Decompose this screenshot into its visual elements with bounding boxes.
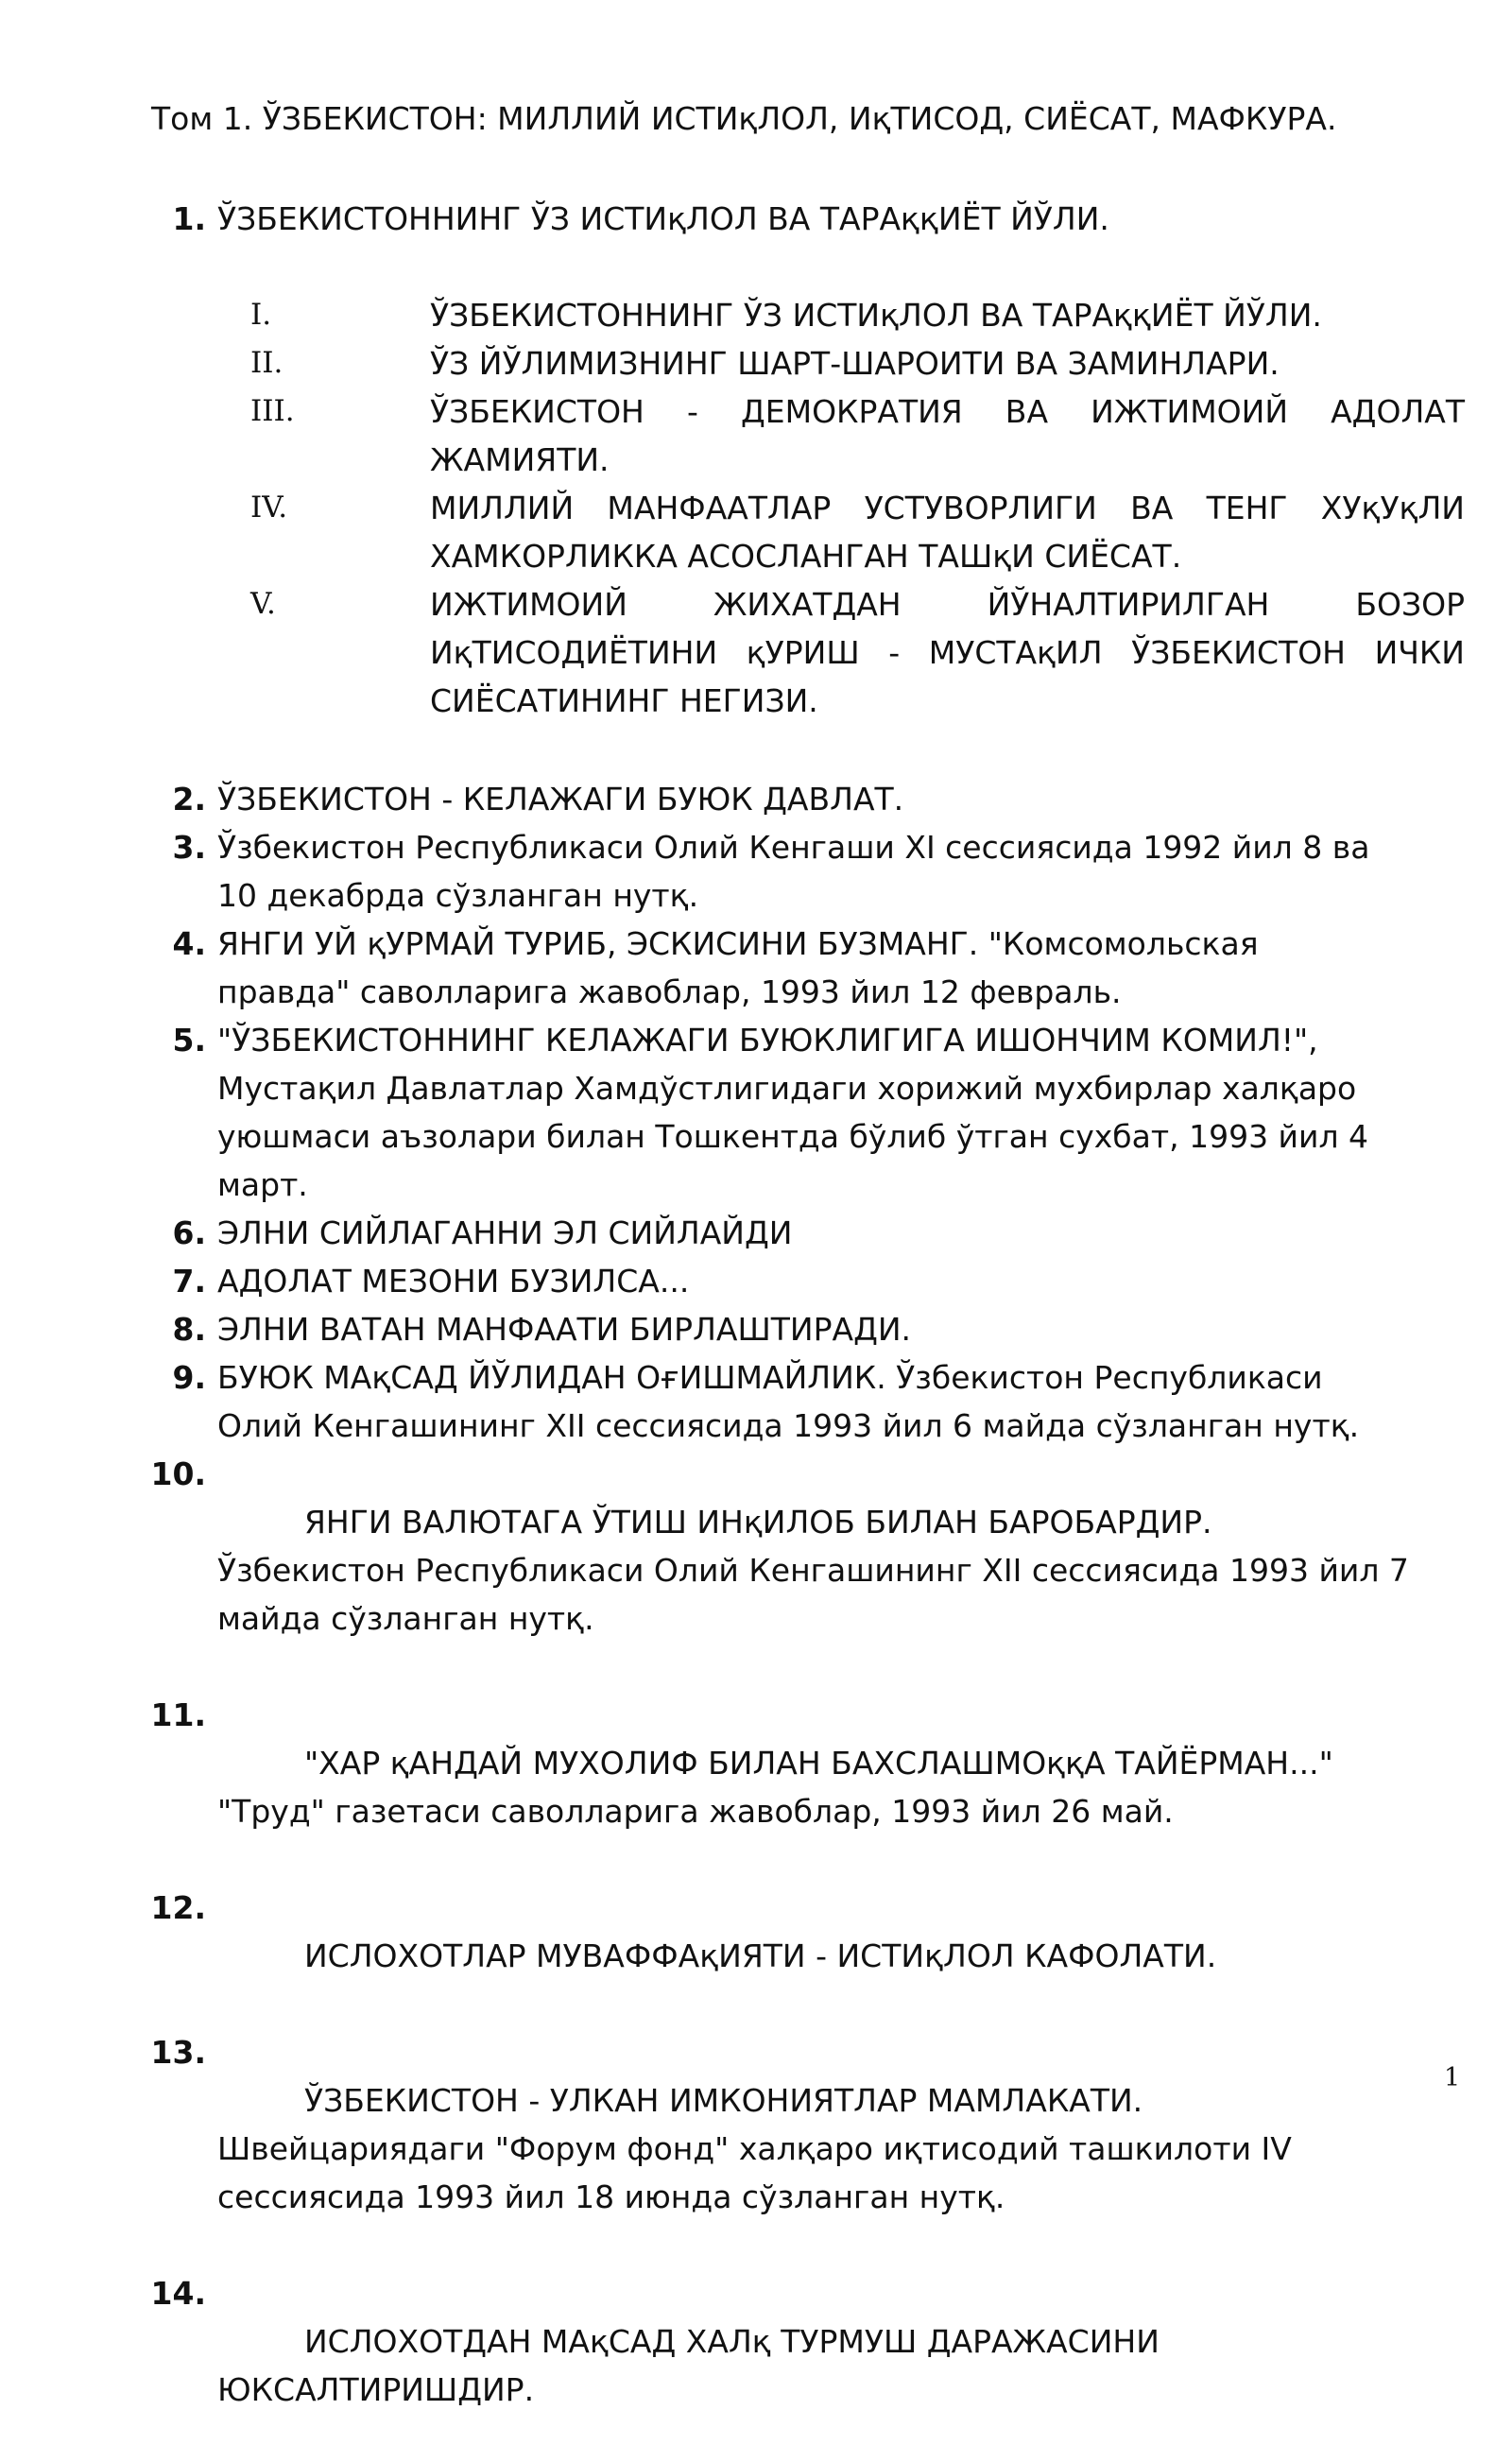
item-body: Швейцариядаги "Форум фонд" халқаро иқтисодий ташкилоти IV сессиясида 1993 йил 18 июнда сўзланган нутқ. [217,2130,1292,2215]
item-lead: ЎЗБЕКИСТОН - УЛКАН ИМКОНИЯТЛАР МАМЛАКАТИ. [304,2082,1143,2119]
item-number: 13. [150,2034,206,2071]
list-item [0,1305,1512,1353]
list-item [0,1450,1512,1691]
volume-title: Том 1. ЎЗБЕКИСТОН: МИЛЛИЙ ИСТИқЛОЛ, ИқТИСОД, СИЁСАТ, МАФКУРА. [151,100,1337,137]
list-item [0,2028,1512,2269]
item-text: АДОЛАТ МЕЗОНИ БУЗИЛСА... [217,1263,690,1300]
item-text: "ЎЗБЕКИСТОННИНГ КЕЛАЖАГИ БУЮКЛИГИГА ИШОНЧИМ КОМИЛ!", Мустақил Давлатлар Хамдўстлигидаги хорижий мухбирлар халқаро уюшмаси аъзолари билан Тошкентда бўлиб ўтган сухбат, 1993 йил 4 март. [217,1022,1369,1203]
sub-item-text: МИЛЛИЙ МАНФААТЛАР УСТУВОРЛИГИ ВА ТЕНГ ХУқУқЛИ ХАМКОРЛИККА АСОСЛАНГАН ТАШқИ СИЁСАТ. [430,490,1465,575]
item-number: 5. [172,1022,206,1059]
item-text: Ўзбекистон Республикаси Олий Кенгаши XI сессиясида 1992 йил 8 ва 10 декабрда сўзланган нутқ. [217,829,1370,914]
item-text: ЭЛНИ СИЙЛАГАННИ ЭЛ СИЙЛАЙДИ [217,1214,793,1251]
item-number: 8. [172,1311,206,1348]
item-number: 4. [172,925,206,962]
item-text: БУЮК МАқСАД ЙЎЛИДАН ОғИШМАЙЛИК. Ўзбекистон Республикаси Олий Кенгашининг XII сессиясида 1993 йил 6 майда сўзланган нутқ. [217,1359,1360,1444]
list-item [0,775,1512,823]
item-body: "Труд" газетаси саволларига жавоблар, 1993 йил 26 май. [217,1793,1174,1830]
item-body: Ўзбекистон Республикаси Олий Кенгашининг XII сессиясида 1993 йил 7 майда сўзланган нутқ. [217,1552,1409,1637]
list-item [0,1257,1512,1305]
item-number: 3. [172,829,206,866]
item-lead: ЯНГИ ВАЛЮТАГА ЎТИШ ИНқИЛОБ БИЛАН БАРОБАРДИР. [304,1504,1212,1541]
main-list [0,775,1512,2462]
list-item [0,1209,1512,1257]
list-item [0,1691,1512,1884]
item-lead: "ХАР қАНДАЙ МУХОЛИФ БИЛАН БАХСЛАШМОққА ТАЙЁРМАН..." [304,1745,1333,1782]
sub-item [0,291,1512,339]
sub-item [0,387,1512,484]
subsection-list [0,291,1512,725]
list-item [0,1016,1512,1209]
item-text [217,2269,1474,2462]
item-number: 11. [150,1696,206,1733]
sub-item [0,484,1512,580]
item-text: ЎЗБЕКИСТОН - КЕЛАЖАГИ БУЮК ДАВЛАТ. [217,781,904,818]
item-text [217,1450,1474,1691]
sub-item-text: ИЖТИМОИЙ ЖИХАТДАН ЙЎНАЛТИРИЛГАН БОЗОР ИқТИСОДИЁТИНИ қУРИШ - МУСТАқИЛ ЎЗБЕКИСТОН ИЧКИ СИЁСАТИНИНГ НЕГИЗИ. [430,586,1465,719]
roman-numeral: V. [250,587,276,621]
list-item [0,1353,1512,1450]
sub-item [0,580,1512,725]
roman-numeral: IV. [250,491,288,525]
item-number: 10. [150,1455,206,1492]
item-number: 2. [172,781,206,818]
section-1 [0,195,1512,243]
item-text: ЎЗБЕКИСТОННИНГ ЎЗ ИСТИқЛОЛ ВА ТАРАққИЁТ ЙЎЛИ. [217,200,1109,237]
item-lead: ИСЛОХОТДАН МАқСАД ХАЛқ ТУРМУШ ДАРАЖАСИНИ [304,2323,1160,2360]
item-number: 9. [172,1359,206,1396]
sub-item [0,339,1512,387]
item-text [217,1691,1474,1884]
item-text [217,2028,1474,2269]
sub-item-text: ЎЗ ЙЎЛИМИЗНИНГ ШАРТ-ШАРОИТИ ВА ЗАМИНЛАРИ. [430,345,1280,382]
item-text [217,1884,1474,2028]
sub-item-text: ЎЗБЕКИСТОН - ДЕМОКРАТИЯ ВА ИЖТИМОИЙ АДОЛАТ ЖАМИЯТИ. [430,393,1465,478]
roman-numeral: III. [250,394,295,428]
item-number: 1. [172,200,206,237]
list-item [0,920,1512,1016]
list-item [0,1884,1512,2028]
item-number: 7. [172,1263,206,1300]
page-number: 1 [1444,2063,1461,2092]
list-item [0,2269,1512,2462]
item-number: 6. [172,1214,206,1251]
list-item [0,823,1512,920]
item-lead: ИСЛОХОТЛАР МУВАФФАқИЯТИ - ИСТИқЛОЛ КАФОЛАТИ. [304,1937,1217,1974]
roman-numeral: II. [250,346,284,380]
item-body: ЮКСАЛТИРИШДИР. [217,2371,535,2408]
roman-numeral: I. [250,298,272,332]
sub-item-text: ЎЗБЕКИСТОННИНГ ЎЗ ИСТИқЛОЛ ВА ТАРАққИЁТ ЙЎЛИ. [430,297,1322,334]
item-number: 12. [150,1889,206,1926]
list-item [0,195,1512,243]
item-text: ЭЛНИ ВАТАН МАНФААТИ БИРЛАШТИРАДИ. [217,1311,912,1348]
item-text: ЯНГИ УЙ қУРМАЙ ТУРИБ, ЭСКИСИНИ БУЗМАНГ. "Комсомольская правда" саволларига жавоблар, 1993 йил 12 февраль. [217,925,1259,1010]
item-number: 14. [150,2275,206,2312]
